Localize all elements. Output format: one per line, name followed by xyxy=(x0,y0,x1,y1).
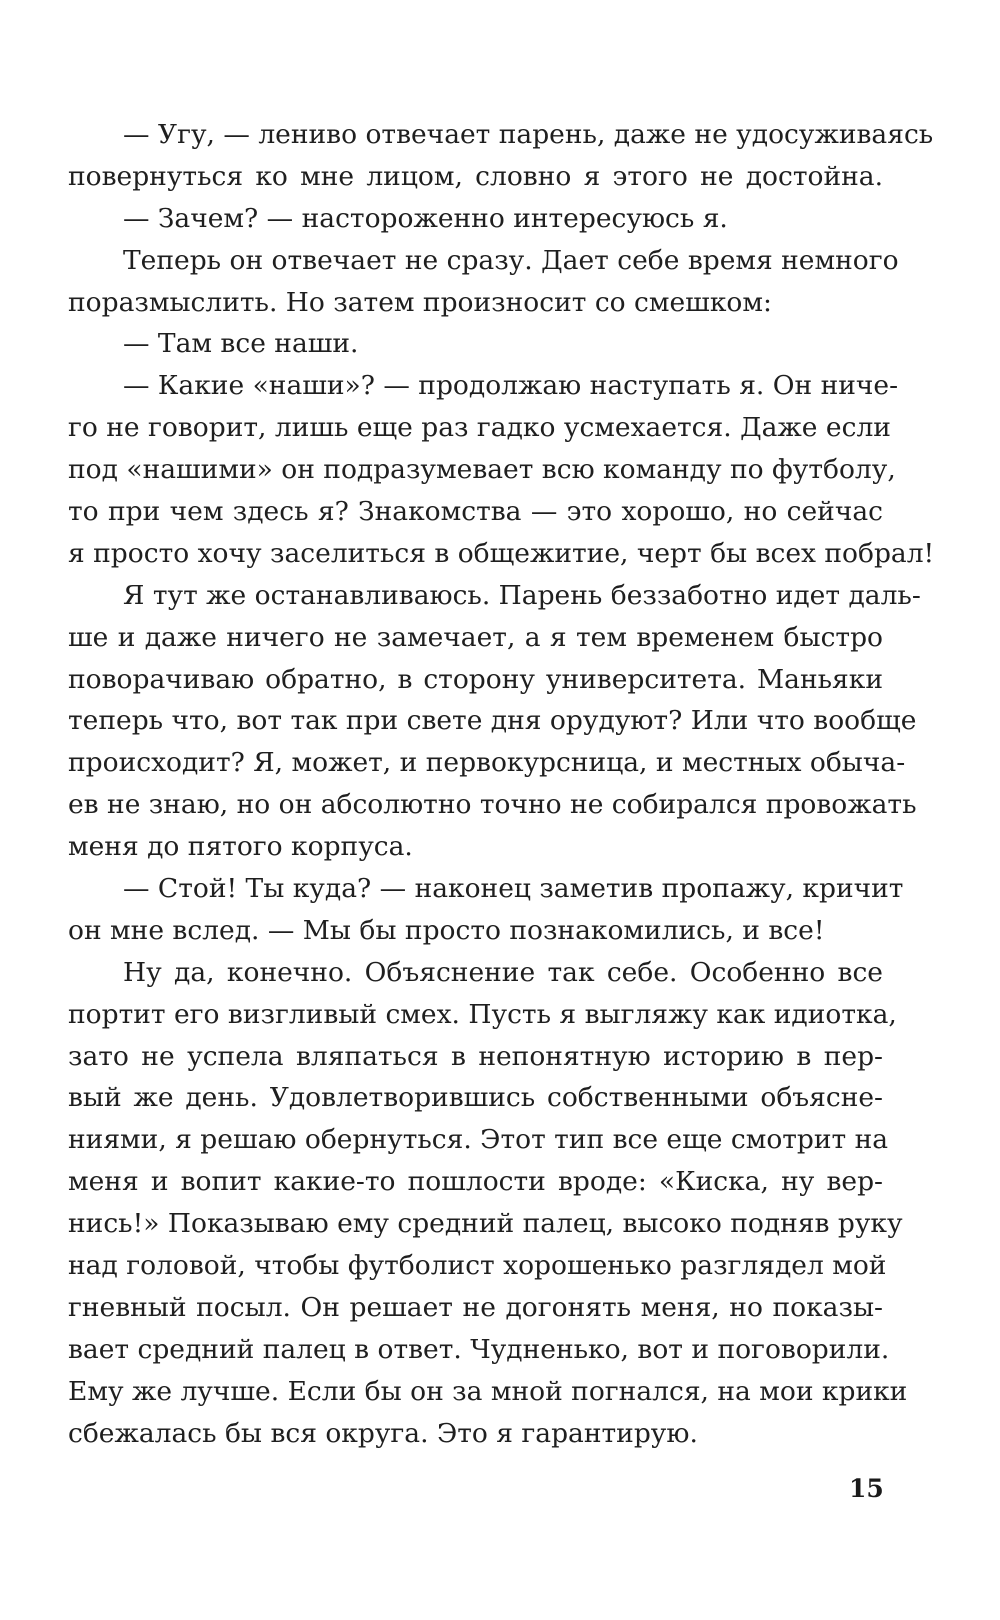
text-line: сбежалась бы вся округа. Это я гарантирую. xyxy=(68,1417,698,1449)
text-line: гневный посыл. Он решает не догонять меня, но показы- xyxy=(68,1291,883,1323)
text-line: нись!» Показываю ему средний палец, высоко подняв руку xyxy=(68,1208,903,1240)
text-line: Ему же лучше. Если бы он за мной погнался, на мои крики xyxy=(68,1375,908,1407)
text-line: повернуться ко мне лицом, словно я этого не достойна. xyxy=(68,160,883,192)
text-line: меня и вопит какие-то пошлости вроде: «Киска, ну вер- xyxy=(68,1166,883,1198)
text-line: теперь что, вот так при свете дня орудуют? Или что вообще xyxy=(68,705,917,737)
text-line: Теперь он отвечает не сразу. Дает себе время немного xyxy=(123,244,899,276)
page-number: 15 xyxy=(849,1474,884,1503)
text-line: ев не знаю, но он абсолютно точно не собирался провожать xyxy=(68,789,917,821)
text-line: вает средний палец в ответ. Чудненько, вот и поговорили. xyxy=(68,1333,890,1365)
text-line: меня до пятого корпуса. xyxy=(68,831,413,863)
text-line: ниями, я решаю обернуться. Этот тип все еще смотрит на xyxy=(68,1124,889,1156)
text-line: зато не успела вляпаться в непонятную историю в пер- xyxy=(68,1040,883,1072)
text-line: над головой, чтобы футболист хорошенько разглядел мой xyxy=(68,1250,887,1282)
text-line: поразмыслить. Но затем произносит со смешком: xyxy=(68,286,772,318)
text-line: происходит? Я, может, и первокурсница, и местных обыча- xyxy=(68,747,906,779)
text-line: Я тут же останавливаюсь. Парень беззаботно идет даль- xyxy=(123,579,921,611)
text-line: портит его визгливый смех. Пусть я выгляжу как идиотка, xyxy=(68,998,897,1030)
text-line: ше и даже ничего не замечает, а я тем временем быстро xyxy=(68,621,883,653)
text-line: — Какие «наши»? — продолжаю наступать я. Он ниче- xyxy=(123,370,899,402)
text-line: Ну да, конечно. Объяснение так себе. Особенно все xyxy=(123,956,883,988)
body-text xyxy=(68,114,935,1455)
text-line: вый же день. Удовлетворившись собственными объясне- xyxy=(68,1082,883,1114)
text-line: — Угу, — лениво отвечает парень, даже не удосуживаясь xyxy=(123,119,934,150)
text-line: под «нашими» он подразумевает всю команду по футболу, xyxy=(68,454,896,486)
text-line: — Зачем? — настороженно интересуюсь я. xyxy=(123,202,728,234)
text-line: — Там все наши. xyxy=(123,328,359,360)
text-line: он мне вслед. — Мы бы просто познакомились, и все! xyxy=(68,914,825,946)
text-line: го не говорит, лишь еще раз гадко усмехается. Даже если xyxy=(68,412,891,444)
text-line: — Стой! Ты куда? — наконец заметив пропажу, кричит xyxy=(123,873,904,905)
text-line: то при чем здесь я? Знакомства — это хорошо, но сейчас xyxy=(68,496,883,528)
text-line: поворачиваю обратно, в сторону университета. Маньяки xyxy=(68,663,883,695)
text-line: я просто хочу заселиться в общежитие, черт бы всех побрал! xyxy=(68,537,935,569)
